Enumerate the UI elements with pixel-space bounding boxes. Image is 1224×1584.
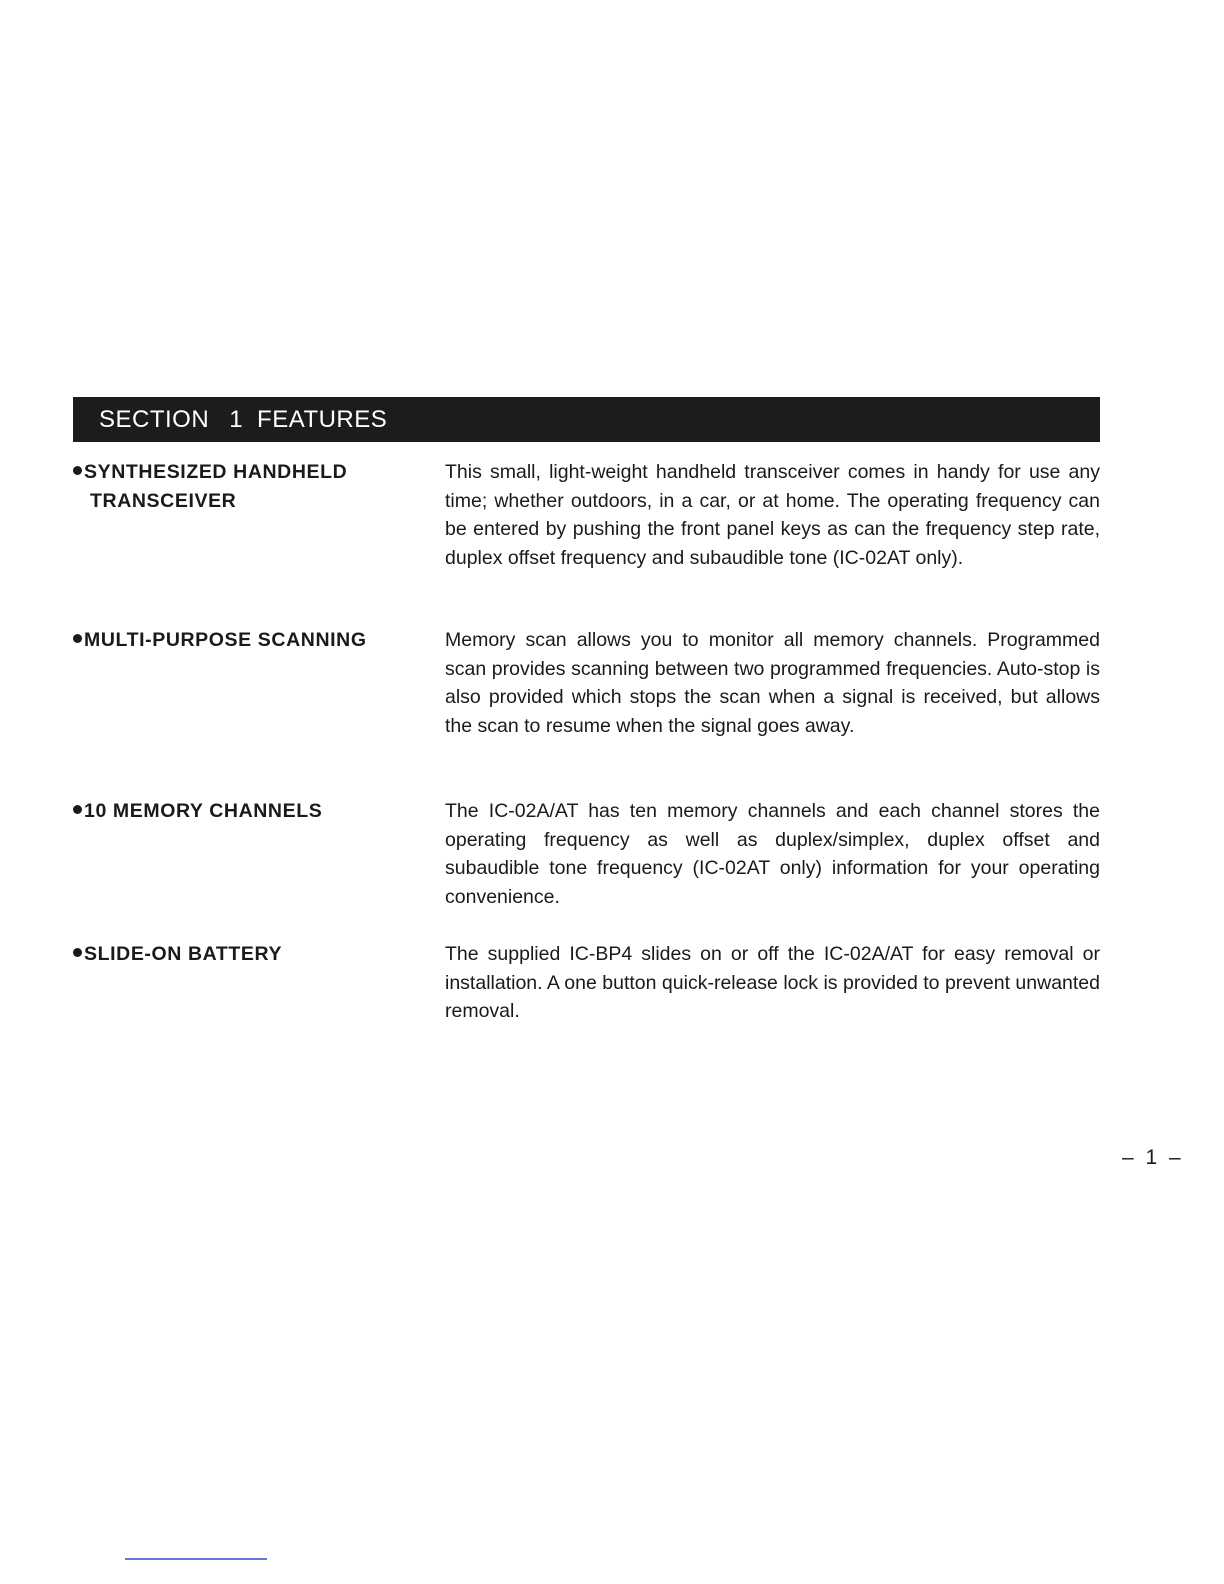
bullet-icon (73, 634, 82, 643)
feature-body: The supplied IC-BP4 slides on or off the IC-02A/AT for easy removal or installation. A one button quick-release lock is provided to prevent unwanted removal. (445, 943, 1100, 1022)
feature-body: Memory scan allows you to monitor all memory channels. Programmed scan provides scanning between two programmed frequencies. Auto-stop is also provided which stops the scan when a signal is received, but allows the scan to resume when the signal goes away. (445, 629, 1100, 737)
bullet-icon (73, 805, 82, 814)
feature-title (73, 940, 413, 969)
feature-title (73, 797, 413, 826)
section-number: 1 (229, 405, 244, 433)
feature-body: The IC-02A/AT has ten memory channels and each channel stores the operating frequency as well as duplex/simplex, duplex offset and subaudible tone frequency (IC-02AT only) information for your operating convenience. (445, 800, 1100, 908)
bottom-rule (125, 1558, 267, 1560)
feature-title-line2: TRANSCEIVER (90, 490, 237, 512)
feature-title (73, 458, 413, 516)
bullet-icon (73, 466, 82, 475)
section-header (73, 397, 1100, 442)
feature-title-line1: 10 MEMORY CHANNELS (84, 800, 323, 822)
section-title: FEATURES (257, 405, 388, 433)
feature-body: This small, light-weight handheld transceiver comes in handy for use any time; whether outdoors, in a car, or at home. The operating frequency can be entered by pushing the front panel keys as can the frequency step rate, duplex offset frequency and subaudible tone (IC-02AT only). (445, 461, 1100, 569)
page-number: – 1 – (1122, 1146, 1184, 1169)
bullet-icon (73, 948, 82, 957)
section-word: SECTION (99, 405, 210, 433)
feature-title-line1: MULTI-PURPOSE SCANNING (84, 629, 367, 651)
feature-title (73, 626, 413, 655)
feature-title-line1: SYNTHESIZED HANDHELD (84, 461, 348, 483)
feature-title-line1: SLIDE-ON BATTERY (84, 943, 283, 965)
